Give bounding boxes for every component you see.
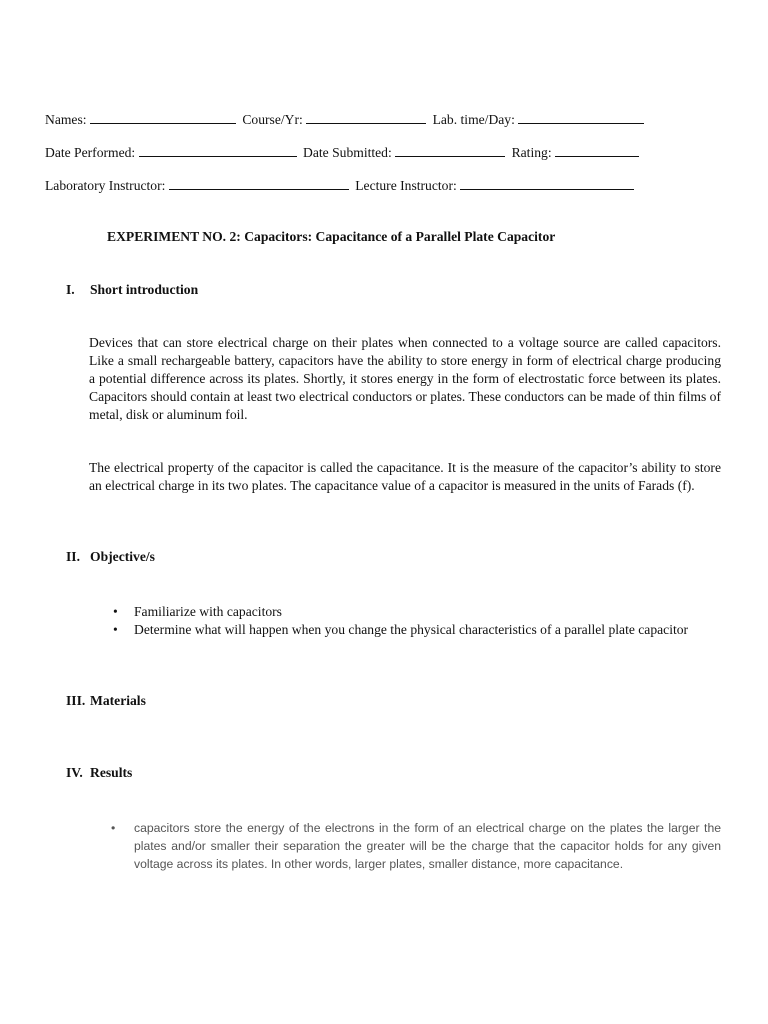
objectives-list	[89, 603, 721, 639]
bullet-icon: •	[113, 622, 118, 637]
lab-instructor-label: Laboratory Instructor:	[45, 178, 166, 193]
lecture-instructor-blank[interactable]	[460, 176, 634, 190]
list-item	[89, 621, 721, 639]
lecture-instructor-label: Lecture Instructor:	[355, 178, 457, 193]
date-performed-blank[interactable]	[139, 143, 297, 157]
rating-label: Rating:	[511, 145, 552, 160]
intro-paragraph-1: Devices that can store electrical charge on their plates when connected to a voltage source are called capacitors. Like a small rechargeable battery, capacitors have the ability to store energy in form of electrical charge producing a potential difference across its plates. Shortly, it stores energy in the form of electrostatic force between its plates. Capacitors should contain at least two electrical conductors or plates. These conductors can be made of thin films of metal, disk or aluminum foil.	[89, 335, 721, 422]
results-list	[89, 819, 721, 873]
list-item	[89, 819, 721, 873]
lab-instructor-blank[interactable]	[169, 176, 349, 190]
bullet-icon: •	[111, 821, 116, 835]
section-title: Objective/s	[90, 549, 155, 564]
section-heading-results	[66, 765, 132, 781]
course-label: Course/Yr:	[242, 112, 303, 127]
experiment-title: EXPERIMENT NO. 2: Capacitors: Capacitance of a Parallel Plate Capacitor	[107, 229, 556, 244]
header-row-instructors	[45, 176, 665, 194]
date-performed-label: Date Performed:	[45, 145, 136, 160]
names-blank[interactable]	[90, 110, 236, 124]
section-heading-introduction	[66, 282, 198, 298]
names-label: Names:	[45, 112, 87, 127]
result-text: capacitors store the energy of the electrons in the form of an electrical charge on the plates the larger the plates and/or smaller their separation the greater will be the charge that the capacitor holds for any given voltage across its plates. In other words, larger plates, smaller distance, more capacitance.	[134, 821, 721, 871]
objective-text: Determine what will happen when you change the physical characteristics of a parallel plate capacitor	[134, 622, 689, 637]
section-number: II.	[66, 549, 80, 564]
date-submitted-label: Date Submitted:	[303, 145, 392, 160]
labtime-label: Lab. time/Day:	[432, 112, 515, 127]
section-title: Short introduction	[90, 282, 199, 297]
header-row-dates	[45, 143, 665, 161]
section-number: I.	[66, 282, 75, 297]
section-heading-objectives	[66, 549, 155, 565]
rating-blank[interactable]	[555, 143, 639, 157]
date-submitted-blank[interactable]	[395, 143, 505, 157]
labtime-blank[interactable]	[518, 110, 644, 124]
course-blank[interactable]	[306, 110, 426, 124]
list-item	[89, 603, 721, 621]
header-row-names	[45, 110, 665, 128]
section-number: III.	[66, 693, 86, 708]
section-title: Results	[90, 765, 133, 780]
intro-paragraph-2: The electrical property of the capacitor is called the capacitance. It is the measure of the capacitor’s ability to store an electrical charge in its two plates. The capacitance value of a capacitor is measured in the units of Farads (f).	[89, 460, 721, 493]
section-title: Materials	[90, 693, 146, 708]
objective-text: Familiarize with capacitors	[134, 604, 282, 619]
section-number: IV.	[66, 765, 83, 780]
bullet-icon: •	[113, 604, 118, 619]
section-heading-materials	[66, 693, 146, 709]
